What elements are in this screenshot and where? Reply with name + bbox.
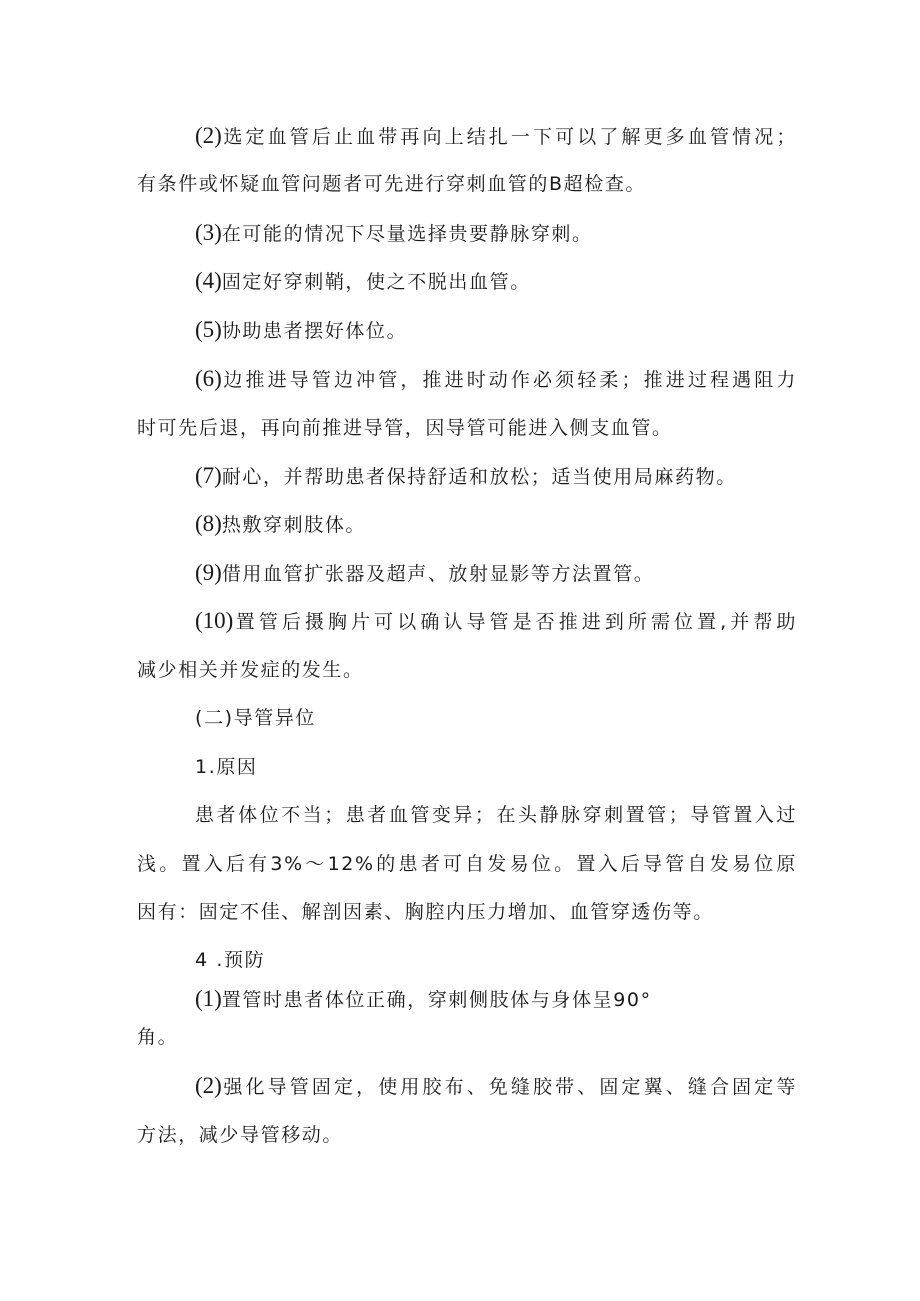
paragraph-line (137, 317, 797, 343)
section-heading: (二)导管异位 (195, 707, 317, 729)
line-text: 强化导管固定，使用胶布、免缝胶带、固定翼、缝合固定等 (221, 1076, 797, 1098)
subsection-heading: 4 .预防 (195, 949, 266, 971)
line-text: 置管后摄胸片可以确认导管是否推进到所需位置,并帮助 (233, 611, 797, 633)
line-text: 在可能的情况下尽量选择贵要静脉穿刺。 (221, 223, 593, 245)
paragraph-line: 角。 (137, 1026, 179, 1048)
item-number: (1) (195, 986, 222, 1011)
paragraph-line (137, 511, 797, 537)
line-text: 边推进导管边冲管，推进时动作必须轻柔；推进过程遇阻力 (221, 369, 797, 391)
line-text: 固定好穿刺鞘，使之不脱出血管。 (221, 271, 531, 293)
item-number: (10) (195, 608, 234, 633)
line-text: 协助患者摆好体位。 (221, 320, 408, 342)
subsection-heading: 1.原因 (195, 756, 258, 778)
item-number: (6) (195, 366, 222, 391)
item-number: (2) (195, 1073, 222, 1098)
paragraph-line (137, 1073, 797, 1099)
paragraph-line: 浅。置入后有3%～12%的患者可自发易位。置入后导管自发易位原 (137, 853, 797, 875)
item-number: (7) (195, 463, 222, 488)
line-text: 借用血管扩张器及超声、放射显影等方法置管。 (221, 563, 655, 585)
line-text: 热敷穿刺肢体。 (221, 514, 367, 536)
paragraph-line (137, 608, 797, 634)
line-text: 置管时患者体位正确，穿刺侧肢体与身体呈90° (221, 989, 652, 1011)
paragraph-line: 有条件或怀疑血管问题者可先进行穿刺血管的B超检查。 (137, 173, 647, 195)
paragraph-line (137, 268, 797, 294)
paragraph-line (137, 366, 797, 392)
paragraph-line (137, 220, 797, 246)
item-number: (2) (195, 123, 222, 148)
item-number: (9) (195, 560, 222, 585)
paragraph-line: 患者体位不当；患者血管变异；在头静脉穿刺置管；导管置入过 (195, 804, 797, 826)
paragraph-line (137, 123, 797, 149)
paragraph-line (137, 560, 797, 586)
line-text: 选定血管后止血带再向上结扎一下可以了解更多血管情况； (221, 126, 797, 148)
paragraph-line: 减少相关并发症的发生。 (137, 659, 364, 681)
paragraph-line (137, 463, 797, 489)
item-number: (3) (195, 220, 222, 245)
paragraph-line (137, 986, 797, 1012)
item-number: (8) (195, 511, 222, 536)
line-text: 耐心，并帮助患者保持舒适和放松；适当使用局麻药物。 (221, 466, 737, 488)
paragraph-line: 时可先后退，再向前推进导管，因导管可能进入侧支血管。 (137, 417, 673, 439)
paragraph-line: 因有：固定不佳、解剖因素、胸腔内压力增加、血管穿透伤等。 (137, 901, 714, 923)
item-number: (4) (195, 268, 222, 293)
item-number: (5) (195, 317, 222, 342)
paragraph-line: 方法，减少导管移动。 (137, 1124, 344, 1146)
